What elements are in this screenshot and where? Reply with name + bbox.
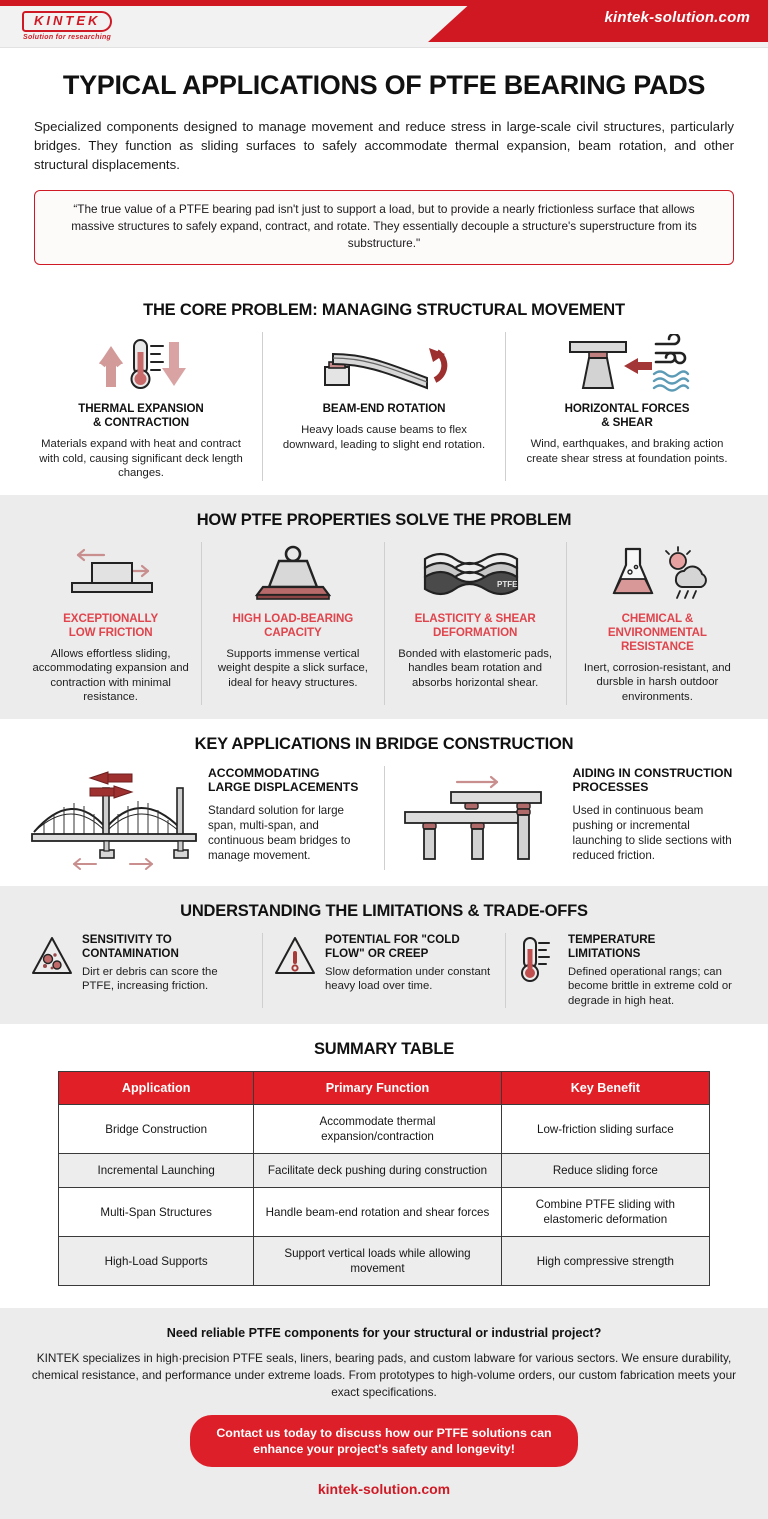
header-website-link[interactable]: kintek-solution.com bbox=[604, 9, 750, 26]
summary-table-wrap bbox=[20, 1071, 748, 1308]
property-heading bbox=[32, 612, 189, 640]
heading-line-2: CAPACITY bbox=[264, 625, 322, 639]
heading-line-2: ENVIRONMENTAL bbox=[607, 625, 707, 639]
heading-line-1: CHEMICAL & bbox=[621, 611, 694, 625]
heading-line-1: TEMPERATURE bbox=[568, 932, 656, 946]
ptfe-layer-label: PTFE bbox=[497, 579, 518, 589]
footer-cta-section bbox=[0, 1308, 768, 1519]
page-title: TYPICAL APPLICATIONS OF PTFE BEARING PADS bbox=[62, 70, 706, 100]
heading-line-1: AIDING IN CONSTRUCTION bbox=[572, 765, 733, 780]
table-row bbox=[59, 1105, 710, 1154]
heading-line-2: LARGE DISPLACEMENTS bbox=[208, 780, 359, 794]
limitation-item-temperature bbox=[505, 933, 748, 1009]
bridge-heading bbox=[573, 766, 739, 795]
cell-key-benefit: Reduce sliding force bbox=[501, 1154, 709, 1188]
footer-heading: Need reliable PTFE components for your structural or industrial project? bbox=[166, 1326, 602, 1340]
suspension-bridge-icon bbox=[30, 766, 198, 870]
heading-line-2: FLOW" OR CREEP bbox=[325, 946, 429, 960]
core-problem-heading bbox=[518, 402, 736, 430]
cell-primary-function: Handle beam-end rotation and shear forces bbox=[254, 1188, 501, 1237]
cell-key-benefit: Combine PTFE sliding with elastomeric deformation bbox=[501, 1188, 709, 1237]
property-body: Bonded with elastomeric pads, handles beam rotation and absorbs horizontal shear. bbox=[398, 647, 553, 689]
core-problem-item-horizontal bbox=[505, 332, 748, 481]
cell-key-benefit: Low-friction sliding surface bbox=[501, 1105, 709, 1154]
pier-wind-wave-icon bbox=[518, 332, 736, 394]
core-problem-title: THE CORE PROBLEM: MANAGING STRUCTURAL MOVEMENT bbox=[143, 301, 625, 319]
property-item-load-bearing bbox=[201, 542, 383, 705]
heading-line-1: SENSITIVITY TO bbox=[82, 932, 172, 946]
cell-key-benefit: High compressive strength bbox=[501, 1237, 709, 1286]
cell-application: High-Load Supports bbox=[59, 1237, 254, 1286]
heading-line-2: DEFORMATION bbox=[432, 625, 518, 639]
summary-table-body bbox=[59, 1105, 710, 1286]
weight-on-pad-icon bbox=[214, 542, 371, 604]
property-heading bbox=[214, 612, 371, 640]
footer-website-link[interactable]: kintek-solution.com bbox=[317, 1481, 451, 1497]
bridge-item-text bbox=[573, 766, 739, 863]
core-problem-body: Materials expand with heat and contract with cold, causing significant deck length changes. bbox=[39, 438, 243, 479]
heading-line-2: & CONTRACTION bbox=[93, 416, 189, 429]
wavy-ptfe-layers-icon bbox=[397, 542, 554, 604]
cell-primary-function: Facilitate deck pushing during construction bbox=[254, 1154, 501, 1188]
limitations-title: UNDERSTANDING THE LIMITATIONS & TRADE-OFFS bbox=[180, 901, 588, 920]
limitations-section bbox=[0, 886, 768, 1025]
summary-table-head bbox=[59, 1072, 710, 1105]
footer-body: KINTEK specializes in high·precision PTFE seals, liners, bearing pads, and custom labware for various sectors. We ensure durability, chemical resistance, and performance under extreme loads. From prototypes to high-volume orders, our custom fabrication meets your exact specifications. bbox=[31, 1351, 737, 1399]
heading-line-1: ELASTICITY & SHEAR bbox=[414, 611, 536, 625]
logo-tagline: Solution for researching bbox=[23, 34, 112, 41]
cta-line-2: enhance your project's safety and longevity! bbox=[253, 1442, 515, 1456]
bridge-section bbox=[0, 719, 768, 886]
heading-line-1: HORIZONTAL FORCES bbox=[564, 402, 690, 415]
column-header-key-benefit: Key Benefit bbox=[501, 1072, 709, 1105]
core-problem-item-rotation bbox=[262, 332, 505, 481]
intro-paragraph: Specialized components designed to manage movement and reduce stress in large-scale civil structures, particularly bridges. They function as sliding surfaces to safely accommodate thermal expansion, beam rotation, and other structural displacements. bbox=[34, 119, 734, 172]
bending-beam-icon bbox=[275, 332, 493, 394]
core-problem-section bbox=[0, 285, 768, 495]
heading-line-1: BEAM-END ROTATION bbox=[322, 402, 446, 415]
heading-line-2: LOW FRICTION bbox=[68, 625, 153, 639]
logo-text: KINTEK bbox=[22, 11, 112, 32]
cell-application: Bridge Construction bbox=[59, 1105, 254, 1154]
bridge-item-displacements bbox=[20, 766, 384, 870]
thermometer-scale-icon bbox=[517, 933, 559, 983]
heading-line-2: PROCESSES bbox=[572, 780, 649, 794]
page-header bbox=[0, 0, 768, 48]
pull-quote: “The true value of a PTFE bearing pad isn't just to support a load, but to provide a nearly frictionless surface that allows massive structures to safely expand, contract, and rotate. They essentially decouple a structure's superstructure from its substructure." bbox=[34, 190, 734, 265]
limitation-text bbox=[568, 933, 737, 1009]
hero-section bbox=[0, 70, 768, 265]
heading-line-1: ACCOMMODATING bbox=[208, 765, 320, 780]
property-heading bbox=[397, 612, 554, 640]
thermometer-arrows-icon bbox=[32, 332, 250, 394]
heading-line-1: HIGH LOAD-BEARING bbox=[232, 611, 354, 625]
heading-line-1: EXCEPTIONALLY bbox=[63, 611, 159, 625]
limitation-body: Dirt er debris can score the PTFE, increasing friction. bbox=[82, 965, 218, 992]
summary-section bbox=[0, 1024, 768, 1308]
property-heading bbox=[579, 612, 736, 654]
table-row bbox=[59, 1154, 710, 1188]
limitation-text bbox=[325, 933, 494, 994]
limitation-item-cold-flow bbox=[262, 933, 505, 1009]
cell-application: Multi-Span Structures bbox=[59, 1188, 254, 1237]
bridge-heading bbox=[208, 766, 374, 795]
summary-table bbox=[58, 1071, 710, 1286]
limitation-heading bbox=[325, 933, 494, 961]
table-header-row bbox=[59, 1072, 710, 1105]
bridge-body: Used in continuous beam pushing or incremental launching to slide sections with reduced friction. bbox=[572, 803, 732, 862]
limitation-text bbox=[82, 933, 251, 994]
property-body: Inert, corrosion-resistant, and dursble in harsh outdoor environments. bbox=[583, 661, 731, 703]
limitation-heading bbox=[568, 933, 737, 961]
column-header-primary-function: Primary Function bbox=[254, 1072, 501, 1105]
bridge-columns bbox=[20, 766, 748, 886]
heading-line-3: RESISTANCE bbox=[620, 639, 694, 653]
table-row bbox=[59, 1237, 710, 1286]
limitation-item-contamination bbox=[20, 933, 262, 1009]
property-item-chemical bbox=[566, 542, 748, 705]
heading-line-2: LIMITATIONS bbox=[568, 946, 641, 960]
core-problem-heading bbox=[275, 402, 493, 416]
table-row bbox=[59, 1188, 710, 1237]
core-problem-body: Wind, earthquakes, and braking action create shear stress at foundation points. bbox=[526, 438, 728, 465]
column-header-application: Application bbox=[59, 1072, 254, 1105]
flask-weather-icon bbox=[579, 542, 736, 604]
heading-line-1: THERMAL EXPANSION bbox=[78, 402, 204, 415]
contamination-warning-icon bbox=[31, 933, 73, 979]
bridge-item-construction bbox=[384, 766, 749, 870]
limitation-body: Defined operational rangs; can become brittle in extreme cold or degrade in high heat. bbox=[568, 965, 732, 1007]
property-item-low-friction bbox=[20, 542, 201, 705]
beam-launching-icon bbox=[395, 766, 563, 870]
bridge-body: Standard solution for large span, multi-span, and continuous beam bridges to manage movement. bbox=[208, 803, 351, 862]
properties-columns bbox=[20, 542, 748, 719]
cell-primary-function: Support vertical loads while allowing movement bbox=[254, 1237, 501, 1286]
core-problem-columns bbox=[20, 332, 748, 495]
properties-title: HOW PTFE PROPERTIES SOLVE THE PROBLEM bbox=[196, 510, 572, 529]
properties-section bbox=[0, 495, 768, 719]
bridge-item-text bbox=[208, 766, 374, 863]
core-problem-body: Heavy loads cause beams to flex downward, leading to slight end rotation. bbox=[282, 424, 486, 451]
property-body: Supports immense vertical weight despite a slick surface, ideal for heavy structures. bbox=[217, 647, 368, 689]
property-body: Allows effortless sliding, accommodating expansion and contraction with minimal resistance. bbox=[32, 647, 189, 703]
bridge-title: KEY APPLICATIONS IN BRIDGE CONSTRUCTION bbox=[194, 734, 574, 753]
contact-us-button[interactable] bbox=[190, 1415, 577, 1467]
warning-exclamation-icon bbox=[274, 933, 316, 979]
core-problem-item-thermal bbox=[20, 332, 262, 481]
limitations-columns bbox=[20, 933, 748, 1025]
brand-logo[interactable] bbox=[22, 11, 112, 41]
heading-line-2: & SHEAR bbox=[601, 416, 653, 429]
heading-line-2: CONTAMINATION bbox=[82, 946, 179, 960]
cell-application: Incremental Launching bbox=[59, 1154, 254, 1188]
sliding-block-icon bbox=[32, 542, 189, 604]
property-item-elasticity bbox=[384, 542, 566, 705]
heading-line-1: POTENTIAL FOR "COLD bbox=[325, 932, 460, 946]
core-problem-heading bbox=[32, 402, 250, 430]
cta-line-1: Contact us today to discuss how our PTFE solutions can bbox=[216, 1426, 552, 1440]
limitation-body: Slow deformation under constant heavy load over time. bbox=[325, 965, 491, 992]
summary-title: SUMMARY TABLE bbox=[313, 1040, 455, 1058]
limitation-heading bbox=[82, 933, 251, 961]
cell-primary-function: Accommodate thermal expansion/contraction bbox=[254, 1105, 501, 1154]
